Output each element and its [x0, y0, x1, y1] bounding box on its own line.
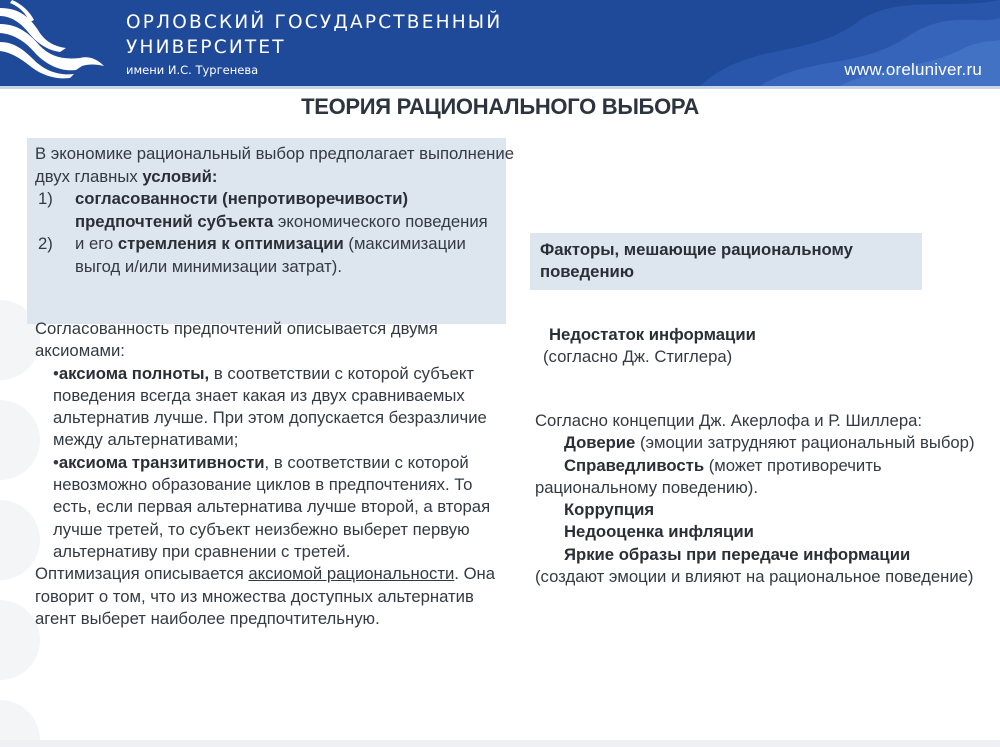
- bullet: •: [53, 452, 59, 472]
- axiom-item: [35, 452, 515, 563]
- intro-bold: условий:: [142, 166, 218, 186]
- factor-item: [535, 499, 975, 521]
- information-shortage-title: Недостаток информации: [549, 325, 756, 344]
- item-text-before: и его: [75, 234, 118, 253]
- footer-strip: [0, 740, 1000, 747]
- factor-item: [535, 544, 975, 589]
- item-bold: согласованности (непротиворечивости) предпочтений субъекта: [75, 189, 409, 231]
- factor-item: [535, 432, 975, 454]
- factor-name: Справедливость: [564, 455, 705, 475]
- eagle-wing-logo-icon: [0, 0, 108, 86]
- factor-item: [535, 521, 975, 543]
- factor-text: (создают эмоции и влияют на рациональное поведение): [535, 567, 974, 587]
- axiom-name: аксиома полноты,: [58, 363, 210, 383]
- axioms-section: [35, 318, 515, 630]
- factor-name: Яркие образы при передаче информации: [564, 544, 911, 564]
- information-shortage-source: (согласно Дж. Стиглера): [543, 347, 733, 366]
- item-text: экономического поведения: [273, 211, 488, 231]
- item-number: 1): [38, 189, 53, 208]
- factors-header-title: Факторы, мешающие рациональному поведению: [540, 240, 853, 281]
- factor-text: (эмоции затрудняют рациональный выбор): [635, 433, 975, 453]
- item-text: (максимизации выгод и/или минимизации затрат).: [75, 234, 466, 276]
- information-shortage: [543, 324, 949, 368]
- axiom-item: [35, 363, 515, 452]
- factor-item: [535, 455, 975, 500]
- slide-title: ТЕОРИЯ РАЦИОНАЛЬНОГО ВЫБОРА: [301, 94, 699, 119]
- optimization-text-after: . Она говорит о том, что из множества доступных альтернатив агент выберет наиболее предпочтительную.: [35, 564, 496, 628]
- optimization-paragraph: [35, 563, 515, 630]
- factor-name: Недооценка инфляции: [564, 522, 754, 542]
- university-name-line2: УНИВЕРСИТЕТ: [126, 37, 286, 58]
- axiom-name: аксиома транзитивности: [58, 452, 265, 472]
- concept-intro: Согласно концепции Дж. Акерлофа и Р. Шиллера:: [535, 411, 923, 430]
- consistency-intro: Согласованность предпочтений описывается двумя аксиомами:: [35, 319, 438, 361]
- item-bold: стремления к оптимизации: [117, 234, 344, 253]
- conditions-intro: [35, 143, 515, 188]
- header-banner: [0, 0, 1000, 86]
- rationality-axiom-link[interactable]: аксиомой рациональности: [248, 564, 455, 584]
- factor-text: (может противоречить рациональному поведению).: [535, 455, 882, 497]
- item-number: 2): [38, 234, 53, 253]
- axiom-text: , в соответствии с которой невозможно образование циклов в предпочтениях. То есть, если первая альтернатива лучше второй, а вторая лучше третей, то субъект неизбежно выберет первую альтернативу при сравнении с третей.: [53, 452, 491, 561]
- axiom-text: в соответствии с которой субъект поведения всегда знает какая из двух сравниваемых альтернатив лучше. При этом допускается безразличие между альтернативами;: [53, 363, 487, 450]
- condition-item: [35, 233, 515, 278]
- bullet: •: [53, 363, 59, 383]
- condition-item: [35, 188, 515, 233]
- site-url: www.oreluniver.ru: [844, 60, 982, 79]
- conditions-text: [35, 143, 515, 278]
- factor-name: Коррупция: [564, 500, 655, 520]
- factors-list: [535, 410, 975, 588]
- factor-name: Доверие: [564, 433, 636, 453]
- intro-text: В экономике рациональный выбор предполагает выполнение двух главных: [35, 144, 514, 186]
- university-subtitle: имени И.С. Тургенева: [126, 63, 259, 77]
- university-name-line1: ОРЛОВСКИЙ ГОСУДАРСТВЕННЫЙ: [126, 12, 503, 33]
- header-divider: [0, 86, 1000, 89]
- university-name: [126, 10, 502, 60]
- optimization-text-before: Оптимизация описывается: [35, 564, 249, 584]
